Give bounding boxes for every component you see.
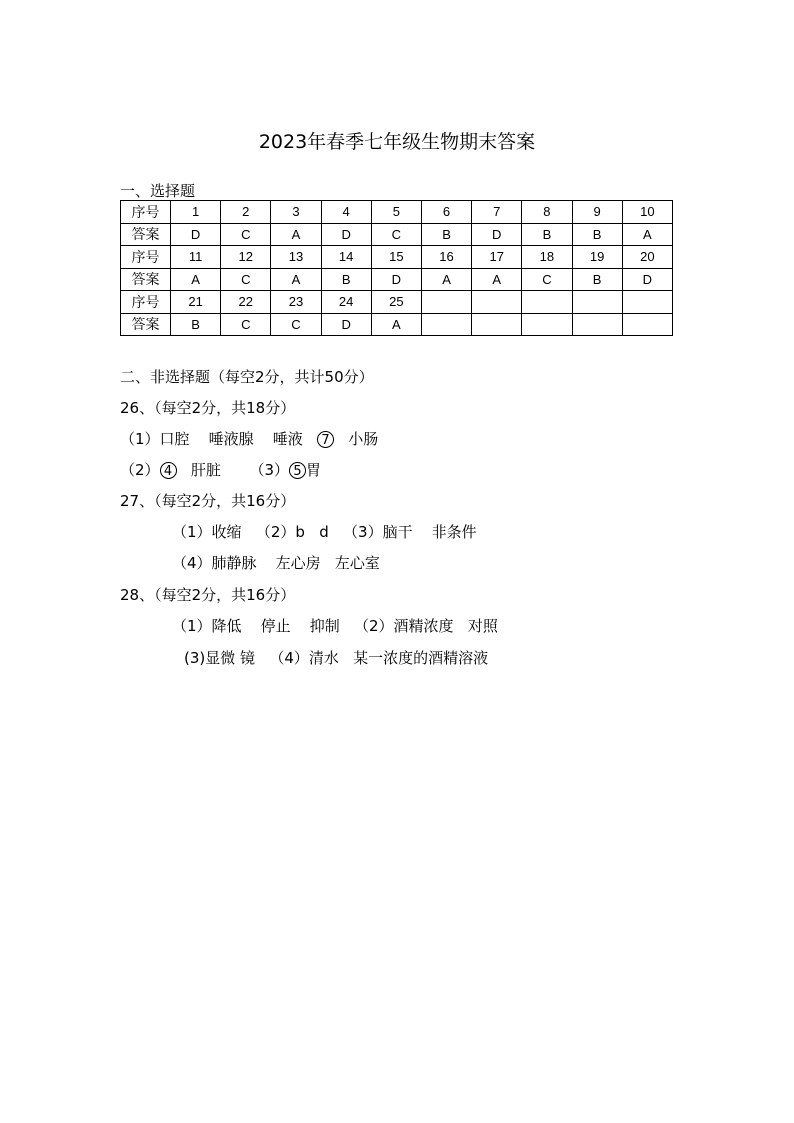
table-row [121,313,673,336]
table-cell: 7 [472,201,522,224]
table-cell [522,291,572,314]
section-heading-non-choice: 二、非选择题（每空2分，共计50分） [120,368,374,386]
table-row-label: 序号 [121,246,171,269]
table-cell: 16 [421,246,471,269]
circled-number-4: 4 [160,462,177,479]
table-row-label: 序号 [121,291,171,314]
table-cell: A [622,223,672,246]
table-cell: 9 [572,201,622,224]
q28-line-1: （1）降低 停止 抑制 （2）酒精浓度 对照 [172,617,498,635]
table-cell [572,291,622,314]
table-cell: 6 [421,201,471,224]
table-cell: A [472,268,522,291]
table-cell: 1 [171,201,221,224]
table-cell: 11 [171,246,221,269]
table-cell: C [371,223,421,246]
table-cell: 13 [271,246,321,269]
table-cell: D [321,223,371,246]
table-cell: 8 [522,201,572,224]
table-cell: 18 [522,246,572,269]
table-cell: 5 [371,201,421,224]
q28-line-2: (3)显微 镜 （4）清水 某一浓度的酒精溶液 [184,649,489,667]
table-cell: D [622,268,672,291]
table-cell: 4 [321,201,371,224]
table-row [121,268,673,291]
table-cell: C [522,268,572,291]
table-cell: D [321,313,371,336]
table-row [121,223,673,246]
table-cell [421,313,471,336]
table-cell [472,313,522,336]
q28-header: 28、（每空2分，共16分） [120,586,296,604]
table-cell: 12 [221,246,271,269]
table-cell: D [171,223,221,246]
answer-table [120,200,673,336]
table-row [121,201,673,224]
table-cell [622,313,672,336]
table-cell: B [522,223,572,246]
q27-line-2: （4）肺静脉 左心房 左心室 [172,554,380,572]
circled-number-7: 7 [317,431,334,448]
table-cell [522,313,572,336]
table-cell: 23 [271,291,321,314]
q26-line-2 [120,459,321,480]
table-cell: 3 [271,201,321,224]
circled-number-5: 5 [289,462,306,479]
table-cell: 2 [221,201,271,224]
table-cell: 22 [221,291,271,314]
table-cell [572,313,622,336]
page-title: 2023年春季七年级生物期末答案 [258,131,536,153]
table-cell: A [271,268,321,291]
table-cell: A [421,268,471,291]
table-cell: C [221,268,271,291]
table-cell: B [321,268,371,291]
table-cell: 20 [622,246,672,269]
table-cell [472,291,522,314]
table-cell: A [271,223,321,246]
table-cell: 10 [622,201,672,224]
table-cell: B [572,223,622,246]
q26-line-1-text-b: 小肠 [334,430,379,448]
table-cell: 25 [371,291,421,314]
q26-line-1 [120,428,378,449]
table-row-label: 答案 [121,223,171,246]
table-cell [421,291,471,314]
q26-line-1-text-a: （1）口腔 唾液腺 唾液 [120,430,317,448]
table-cell: 14 [321,246,371,269]
table-cell: 17 [472,246,522,269]
section-heading-multiple-choice: 一、选择题 [120,182,196,200]
table-row [121,246,673,269]
q26-line-2-text-c: 胃 [306,461,322,479]
table-cell: B [171,313,221,336]
table-cell: 24 [321,291,371,314]
table-row-label: 答案 [121,268,171,291]
table-cell: 15 [371,246,421,269]
table-row-label: 答案 [121,313,171,336]
table-cell: D [472,223,522,246]
q27-header: 27、（每空2分，共16分） [120,492,296,510]
table-cell: C [271,313,321,336]
table-row-label: 序号 [121,201,171,224]
table-cell: B [572,268,622,291]
q27-line-1: （1）收缩 （2）b d （3）脑干 非条件 [172,523,477,541]
q26-line-2-text-b: 肝脏 （3） [176,461,290,479]
table-cell: B [421,223,471,246]
table-cell [622,291,672,314]
table-cell: A [371,313,421,336]
table-cell: C [221,313,271,336]
q26-header: 26、（每空2分，共18分） [120,399,296,417]
q26-line-2-text-a: （2） [120,461,160,479]
table-cell: 19 [572,246,622,269]
table-cell: C [221,223,271,246]
table-row [121,291,673,314]
table-cell: D [371,268,421,291]
table-cell: A [171,268,221,291]
table-cell: 21 [171,291,221,314]
